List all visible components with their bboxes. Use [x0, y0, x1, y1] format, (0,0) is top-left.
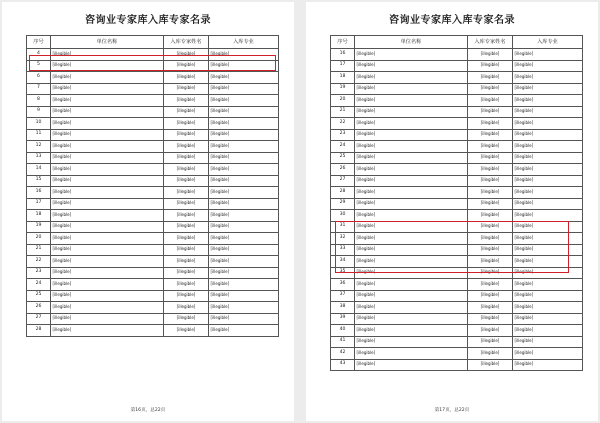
table-row	[331, 187, 583, 199]
table-row	[331, 233, 583, 245]
row-index: 23	[27, 267, 51, 279]
row-spec: [illegible]	[209, 106, 279, 118]
table-row	[331, 129, 583, 141]
row-spec: [illegible]	[209, 60, 279, 72]
row-index: 39	[331, 313, 355, 325]
table-row	[331, 83, 583, 95]
row-index: 18	[27, 210, 51, 222]
row-org: [illegible]	[355, 49, 468, 61]
row-person: [illegible]	[164, 72, 209, 84]
row-spec: [illegible]	[209, 221, 279, 233]
table-row	[331, 244, 583, 256]
row-person: [illegible]	[468, 118, 513, 130]
table-row	[27, 72, 279, 84]
row-spec: [illegible]	[513, 175, 583, 187]
row-index: 21	[27, 244, 51, 256]
page-title: 咨询业专家库入库专家名录	[85, 15, 211, 26]
row-person: [illegible]	[468, 198, 513, 210]
row-index: 28	[27, 325, 51, 337]
row-org: [illegible]	[51, 118, 164, 130]
header-person: 入库专家姓名	[164, 36, 209, 49]
row-spec: [illegible]	[513, 141, 583, 153]
row-index: 43	[331, 359, 355, 371]
row-person: [illegible]	[468, 302, 513, 314]
header-person: 入库专家姓名	[468, 36, 513, 49]
row-spec: [illegible]	[209, 325, 279, 337]
row-person: [illegible]	[164, 313, 209, 325]
table-row	[331, 256, 583, 268]
row-person: [illegible]	[468, 72, 513, 84]
table-row	[331, 95, 583, 107]
row-person: [illegible]	[468, 210, 513, 222]
table-row	[331, 290, 583, 302]
row-org: [illegible]	[51, 95, 164, 107]
row-index: 27	[331, 175, 355, 187]
row-index: 41	[331, 336, 355, 348]
table-row	[27, 175, 279, 187]
row-person: [illegible]	[164, 244, 209, 256]
table-row	[27, 198, 279, 210]
row-org: [illegible]	[51, 256, 164, 268]
table-row	[27, 95, 279, 107]
row-org: [illegible]	[355, 118, 468, 130]
row-person: [illegible]	[164, 175, 209, 187]
row-person: [illegible]	[164, 118, 209, 130]
row-person: [illegible]	[468, 187, 513, 199]
row-spec: [illegible]	[209, 244, 279, 256]
row-org: [illegible]	[51, 233, 164, 245]
row-person: [illegible]	[468, 233, 513, 245]
table-row	[27, 221, 279, 233]
row-index: 6	[27, 72, 51, 84]
row-org: [illegible]	[355, 348, 468, 360]
table-row	[27, 325, 279, 337]
row-spec: [illegible]	[209, 141, 279, 153]
row-org: [illegible]	[51, 164, 164, 176]
table-row	[331, 152, 583, 164]
row-org: [illegible]	[355, 313, 468, 325]
row-index: 22	[331, 118, 355, 130]
table-header-row	[27, 36, 279, 49]
row-index: 16	[331, 49, 355, 61]
row-spec: [illegible]	[513, 72, 583, 84]
table-row	[331, 49, 583, 61]
row-spec: [illegible]	[209, 302, 279, 314]
row-index: 13	[27, 152, 51, 164]
row-person: [illegible]	[468, 279, 513, 291]
row-index: 5	[27, 60, 51, 72]
row-spec: [illegible]	[209, 267, 279, 279]
row-org: [illegible]	[51, 279, 164, 291]
table-row	[331, 141, 583, 153]
table-row	[331, 72, 583, 84]
row-index: 15	[27, 175, 51, 187]
row-person: [illegible]	[164, 164, 209, 176]
row-org: [illegible]	[355, 267, 468, 279]
row-spec: [illegible]	[209, 279, 279, 291]
table-row	[27, 290, 279, 302]
table-row	[27, 83, 279, 95]
row-person: [illegible]	[164, 152, 209, 164]
row-person: [illegible]	[164, 95, 209, 107]
row-org: [illegible]	[51, 187, 164, 199]
row-spec: [illegible]	[513, 210, 583, 222]
row-index: 7	[27, 83, 51, 95]
row-index: 23	[331, 129, 355, 141]
row-index: 10	[27, 118, 51, 130]
row-org: [illegible]	[51, 198, 164, 210]
expert-table	[26, 35, 279, 337]
table-row	[331, 198, 583, 210]
table-row	[27, 256, 279, 268]
row-spec: [illegible]	[513, 187, 583, 199]
row-person: [illegible]	[164, 233, 209, 245]
row-index: 20	[27, 233, 51, 245]
row-person: [illegible]	[468, 106, 513, 118]
row-index: 18	[331, 72, 355, 84]
row-org: [illegible]	[51, 49, 164, 61]
row-index: 16	[27, 187, 51, 199]
row-person: [illegible]	[164, 210, 209, 222]
row-person: [illegible]	[164, 129, 209, 141]
row-spec: [illegible]	[513, 313, 583, 325]
table-row	[27, 313, 279, 325]
row-person: [illegible]	[468, 129, 513, 141]
row-person: [illegible]	[468, 152, 513, 164]
row-org: [illegible]	[355, 83, 468, 95]
row-org: [illegible]	[355, 152, 468, 164]
row-person: [illegible]	[164, 106, 209, 118]
row-spec: [illegible]	[209, 129, 279, 141]
header-spec: 入库专业	[209, 36, 279, 49]
table-row	[27, 164, 279, 176]
row-spec: [illegible]	[209, 164, 279, 176]
row-person: [illegible]	[468, 359, 513, 371]
row-index: 42	[331, 348, 355, 360]
row-spec: [illegible]	[513, 95, 583, 107]
page-title: 咨询业专家库入库专家名录	[389, 15, 515, 26]
row-spec: [illegible]	[209, 95, 279, 107]
row-org: [illegible]	[51, 60, 164, 72]
table-row	[27, 141, 279, 153]
table-row	[331, 348, 583, 360]
row-org: [illegible]	[355, 290, 468, 302]
row-person: [illegible]	[468, 60, 513, 72]
row-index: 26	[27, 302, 51, 314]
table-row	[27, 267, 279, 279]
row-org: [illegible]	[51, 106, 164, 118]
row-index: 17	[27, 198, 51, 210]
row-index: 26	[331, 164, 355, 176]
header-org: 单位名称	[51, 36, 164, 49]
row-index: 30	[331, 210, 355, 222]
row-spec: [illegible]	[513, 336, 583, 348]
table-row	[27, 129, 279, 141]
row-org: [illegible]	[355, 60, 468, 72]
row-index: 9	[27, 106, 51, 118]
table-row	[331, 118, 583, 130]
row-spec: [illegible]	[513, 198, 583, 210]
table-row	[331, 359, 583, 371]
row-org: [illegible]	[51, 141, 164, 153]
row-spec: [illegible]	[209, 313, 279, 325]
row-org: [illegible]	[355, 198, 468, 210]
row-person: [illegible]	[468, 267, 513, 279]
row-index: 24	[331, 141, 355, 153]
row-spec: [illegible]	[513, 164, 583, 176]
row-spec: [illegible]	[209, 233, 279, 245]
row-person: [illegible]	[164, 49, 209, 61]
row-org: [illegible]	[51, 290, 164, 302]
row-person: [illegible]	[164, 187, 209, 199]
table-row	[331, 210, 583, 222]
row-org: [illegible]	[355, 233, 468, 245]
row-index: 21	[331, 106, 355, 118]
row-person: [illegible]	[468, 83, 513, 95]
table-body	[331, 49, 583, 371]
page-footer: 第16页，总22页	[130, 408, 166, 413]
row-org: [illegible]	[51, 129, 164, 141]
row-spec: [illegible]	[209, 210, 279, 222]
row-org: [illegible]	[51, 210, 164, 222]
row-org: [illegible]	[51, 325, 164, 337]
row-index: 19	[27, 221, 51, 233]
row-spec: [illegible]	[513, 106, 583, 118]
row-index: 19	[331, 83, 355, 95]
row-person: [illegible]	[468, 336, 513, 348]
document-page-left	[2, 2, 294, 421]
table-row	[27, 244, 279, 256]
header-spec: 入库专业	[513, 36, 583, 49]
row-spec: [illegible]	[513, 221, 583, 233]
row-index: 38	[331, 302, 355, 314]
row-person: [illegible]	[468, 141, 513, 153]
row-index: 20	[331, 95, 355, 107]
table-row	[331, 336, 583, 348]
row-org: [illegible]	[355, 210, 468, 222]
row-index: 8	[27, 95, 51, 107]
row-index: 36	[331, 279, 355, 291]
row-org: [illegible]	[355, 279, 468, 291]
row-index: 25	[331, 152, 355, 164]
row-org: [illegible]	[355, 359, 468, 371]
table-row	[331, 60, 583, 72]
row-person: [illegible]	[468, 221, 513, 233]
row-org: [illegible]	[355, 95, 468, 107]
table-row	[27, 60, 279, 72]
row-spec: [illegible]	[513, 152, 583, 164]
table-row	[27, 302, 279, 314]
header-index: 序号	[331, 36, 355, 49]
header-org: 单位名称	[355, 36, 468, 49]
row-index: 35	[331, 267, 355, 279]
row-spec: [illegible]	[513, 267, 583, 279]
row-index: 4	[27, 49, 51, 61]
table-row	[331, 267, 583, 279]
row-spec: [illegible]	[513, 118, 583, 130]
row-person: [illegible]	[164, 198, 209, 210]
row-spec: [illegible]	[513, 302, 583, 314]
row-org: [illegible]	[51, 175, 164, 187]
row-person: [illegible]	[164, 221, 209, 233]
row-index: 34	[331, 256, 355, 268]
row-index: 22	[27, 256, 51, 268]
row-index: 40	[331, 325, 355, 337]
table-row	[331, 221, 583, 233]
row-person: [illegible]	[468, 348, 513, 360]
row-org: [illegible]	[51, 152, 164, 164]
row-org: [illegible]	[51, 72, 164, 84]
row-person: [illegible]	[468, 95, 513, 107]
row-spec: [illegible]	[513, 83, 583, 95]
row-person: [illegible]	[164, 302, 209, 314]
table-row	[27, 118, 279, 130]
row-person: [illegible]	[164, 83, 209, 95]
row-org: [illegible]	[51, 83, 164, 95]
table-row	[27, 49, 279, 61]
table-header-row	[331, 36, 583, 49]
row-spec: [illegible]	[209, 198, 279, 210]
row-spec: [illegible]	[513, 279, 583, 291]
row-person: [illegible]	[164, 256, 209, 268]
row-org: [illegible]	[355, 325, 468, 337]
row-person: [illegible]	[164, 325, 209, 337]
row-org: [illegible]	[355, 187, 468, 199]
row-org: [illegible]	[355, 302, 468, 314]
row-org: [illegible]	[355, 244, 468, 256]
row-spec: [illegible]	[209, 187, 279, 199]
row-org: [illegible]	[355, 221, 468, 233]
row-spec: [illegible]	[209, 49, 279, 61]
row-spec: [illegible]	[209, 83, 279, 95]
header-index: 序号	[27, 36, 51, 49]
row-org: [illegible]	[355, 72, 468, 84]
document-page-right	[306, 2, 598, 421]
row-org: [illegible]	[355, 129, 468, 141]
row-person: [illegible]	[468, 290, 513, 302]
row-index: 17	[331, 60, 355, 72]
row-org: [illegible]	[355, 336, 468, 348]
row-person: [illegible]	[164, 267, 209, 279]
row-org: [illegible]	[355, 256, 468, 268]
table-row	[331, 175, 583, 187]
table-row	[27, 279, 279, 291]
row-spec: [illegible]	[513, 60, 583, 72]
row-person: [illegible]	[468, 49, 513, 61]
row-index: 12	[27, 141, 51, 153]
table-row	[27, 210, 279, 222]
row-index: 28	[331, 187, 355, 199]
table-row	[27, 152, 279, 164]
row-spec: [illegible]	[513, 256, 583, 268]
row-person: [illegible]	[468, 175, 513, 187]
table-row	[331, 313, 583, 325]
row-org: [illegible]	[51, 221, 164, 233]
row-spec: [illegible]	[209, 118, 279, 130]
row-index: 29	[331, 198, 355, 210]
row-spec: [illegible]	[209, 152, 279, 164]
row-index: 14	[27, 164, 51, 176]
row-spec: [illegible]	[209, 72, 279, 84]
row-person: [illegible]	[164, 141, 209, 153]
row-org: [illegible]	[51, 302, 164, 314]
row-person: [illegible]	[468, 313, 513, 325]
table-row	[27, 106, 279, 118]
table-row	[27, 187, 279, 199]
row-org: [illegible]	[51, 313, 164, 325]
row-spec: [illegible]	[513, 49, 583, 61]
row-org: [illegible]	[51, 267, 164, 279]
row-person: [illegible]	[164, 279, 209, 291]
row-spec: [illegible]	[513, 348, 583, 360]
row-index: 24	[27, 279, 51, 291]
row-spec: [illegible]	[513, 244, 583, 256]
row-person: [illegible]	[468, 244, 513, 256]
row-spec: [illegible]	[513, 325, 583, 337]
row-person: [illegible]	[468, 325, 513, 337]
row-spec: [illegible]	[513, 233, 583, 245]
row-org: [illegible]	[355, 141, 468, 153]
row-person: [illegible]	[164, 290, 209, 302]
row-org: [illegible]	[51, 244, 164, 256]
row-org: [illegible]	[355, 164, 468, 176]
expert-table	[330, 35, 583, 371]
row-org: [illegible]	[355, 106, 468, 118]
row-index: 31	[331, 221, 355, 233]
row-spec: [illegible]	[209, 290, 279, 302]
table-row	[331, 279, 583, 291]
row-person: [illegible]	[468, 256, 513, 268]
row-org: [illegible]	[355, 175, 468, 187]
row-index: 33	[331, 244, 355, 256]
table-body	[27, 49, 279, 337]
row-index: 25	[27, 290, 51, 302]
table-row	[331, 164, 583, 176]
row-person: [illegible]	[468, 164, 513, 176]
table-row	[27, 233, 279, 245]
row-spec: [illegible]	[513, 290, 583, 302]
row-spec: [illegible]	[209, 175, 279, 187]
row-spec: [illegible]	[513, 129, 583, 141]
row-index: 11	[27, 129, 51, 141]
table-row	[331, 302, 583, 314]
row-index: 27	[27, 313, 51, 325]
row-index: 32	[331, 233, 355, 245]
page-footer: 第17页，总22页	[434, 408, 470, 413]
row-spec: [illegible]	[209, 256, 279, 268]
table-row	[331, 325, 583, 337]
row-person: [illegible]	[164, 60, 209, 72]
row-index: 37	[331, 290, 355, 302]
table-row	[331, 106, 583, 118]
row-spec: [illegible]	[513, 359, 583, 371]
